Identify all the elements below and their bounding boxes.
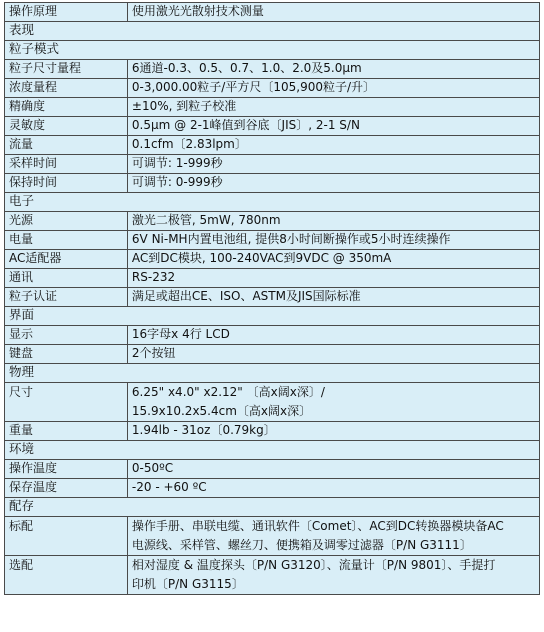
spec-row [5, 383, 540, 422]
spec-value-multiline [127, 517, 539, 556]
spec-row [5, 98, 540, 117]
spec-value-multiline [127, 383, 539, 422]
spec-value: 激光二极管, 5mW, 780nm [127, 212, 539, 231]
section-header-row [5, 441, 540, 460]
spec-value: 可调节: 0-999秒 [127, 174, 539, 193]
spec-row [5, 212, 540, 231]
spec-value-line: 相对湿度 & 温度探头〔P/N G3120〕、流量计〔P/N 9801〕、手提打 [131, 558, 496, 572]
spec-row [5, 345, 540, 364]
spec-row [5, 174, 540, 193]
spec-value-multiline [127, 556, 539, 595]
spec-row [5, 250, 540, 269]
section-title: 表现 [5, 22, 540, 41]
spec-row [5, 60, 540, 79]
specifications-body [5, 3, 540, 595]
spec-label: 显示 [5, 326, 128, 345]
spec-label: 保存温度 [5, 479, 128, 498]
spec-label: 采样时间 [5, 155, 128, 174]
spec-label: 保持时间 [5, 174, 128, 193]
spec-value: 6通道-0.3、0.5、0.7、1.0、2.0及5.0μm [127, 60, 539, 79]
spec-row [5, 460, 540, 479]
spec-row [5, 269, 540, 288]
section-title: 配存 [5, 498, 540, 517]
spec-value: ±10%, 到粒子校准 [127, 98, 539, 117]
spec-row [5, 556, 540, 595]
spec-value: -20 - +60 ºC [127, 479, 539, 498]
spec-label: 电量 [5, 231, 128, 250]
spec-label: 光源 [5, 212, 128, 231]
spec-label: 浓度量程 [5, 79, 128, 98]
spec-label: 操作原理 [5, 3, 128, 22]
spec-row [5, 422, 540, 441]
spec-value: 1.94lb - 31oz〔0.79kg〕 [127, 422, 539, 441]
spec-row [5, 117, 540, 136]
spec-label: 粒子尺寸量程 [5, 60, 128, 79]
spec-value: 2个按钮 [127, 345, 539, 364]
section-header-row [5, 307, 540, 326]
spec-row [5, 3, 540, 22]
spec-label: 流量 [5, 136, 128, 155]
section-title: 电子 [5, 193, 540, 212]
spec-value: 6V Ni-MH内置电池组, 提供8小时间断操作或5小时连续操作 [127, 231, 539, 250]
spec-label: 键盘 [5, 345, 128, 364]
section-title: 粒子模式 [5, 41, 540, 60]
spec-value: 可调节: 1-999秒 [127, 155, 539, 174]
spec-label: 尺寸 [5, 383, 128, 422]
section-title: 环境 [5, 441, 540, 460]
spec-row [5, 326, 540, 345]
spec-row [5, 136, 540, 155]
spec-row [5, 79, 540, 98]
spec-row [5, 517, 540, 556]
spec-label: 标配 [5, 517, 128, 556]
spec-value: 0-50ºC [127, 460, 539, 479]
spec-label: 通讯 [5, 269, 128, 288]
spec-label: 灵敏度 [5, 117, 128, 136]
spec-value: 0.1cfm〔2.83lpm〕 [127, 136, 539, 155]
section-title: 物理 [5, 364, 540, 383]
spec-value-line: 操作手册、串联电缆、通讯软件〔Comet〕、AC到DC转换器模块备AC [131, 519, 504, 533]
spec-value-line: 6.25" x4.0" x2.12" 〔高x阔x深〕/ [131, 385, 325, 399]
spec-value-line: 电源线、采样管、螺丝刀、便携箱及调零过滤器〔P/N G3111〕 [131, 538, 472, 552]
spec-row [5, 155, 540, 174]
spec-value-line: 15.9x10.2x5.4cm〔高x阔x深〕 [131, 404, 312, 418]
spec-value: 0-3,000.00粒子/平方尺〔105,900粒子/升〕 [127, 79, 539, 98]
spec-row [5, 231, 540, 250]
spec-label: 精确度 [5, 98, 128, 117]
section-header-row [5, 41, 540, 60]
spec-label: 粒子认证 [5, 288, 128, 307]
spec-value: 0.5μm @ 2-1峰值到谷底〔JIS〕, 2-1 S/N [127, 117, 539, 136]
spec-value: 16字母x 4行 LCD [127, 326, 539, 345]
specifications-table [4, 2, 540, 595]
section-header-row [5, 498, 540, 517]
section-title: 界面 [5, 307, 540, 326]
spec-label: 选配 [5, 556, 128, 595]
spec-value-line: 印机〔P/N G3115〕 [131, 577, 244, 591]
spec-label: AC适配器 [5, 250, 128, 269]
section-header-row [5, 22, 540, 41]
spec-label: 重量 [5, 422, 128, 441]
spec-row [5, 288, 540, 307]
section-header-row [5, 193, 540, 212]
spec-value: RS-232 [127, 269, 539, 288]
spec-value: 满足或超出CE、ISO、ASTM及JIS国际标准 [127, 288, 539, 307]
spec-row [5, 479, 540, 498]
spec-value: AC到DC模块, 100-240VAC到9VDC @ 350mA [127, 250, 539, 269]
spec-value: 使用激光光散射技术测量 [127, 3, 539, 22]
section-header-row [5, 364, 540, 383]
spec-label: 操作温度 [5, 460, 128, 479]
